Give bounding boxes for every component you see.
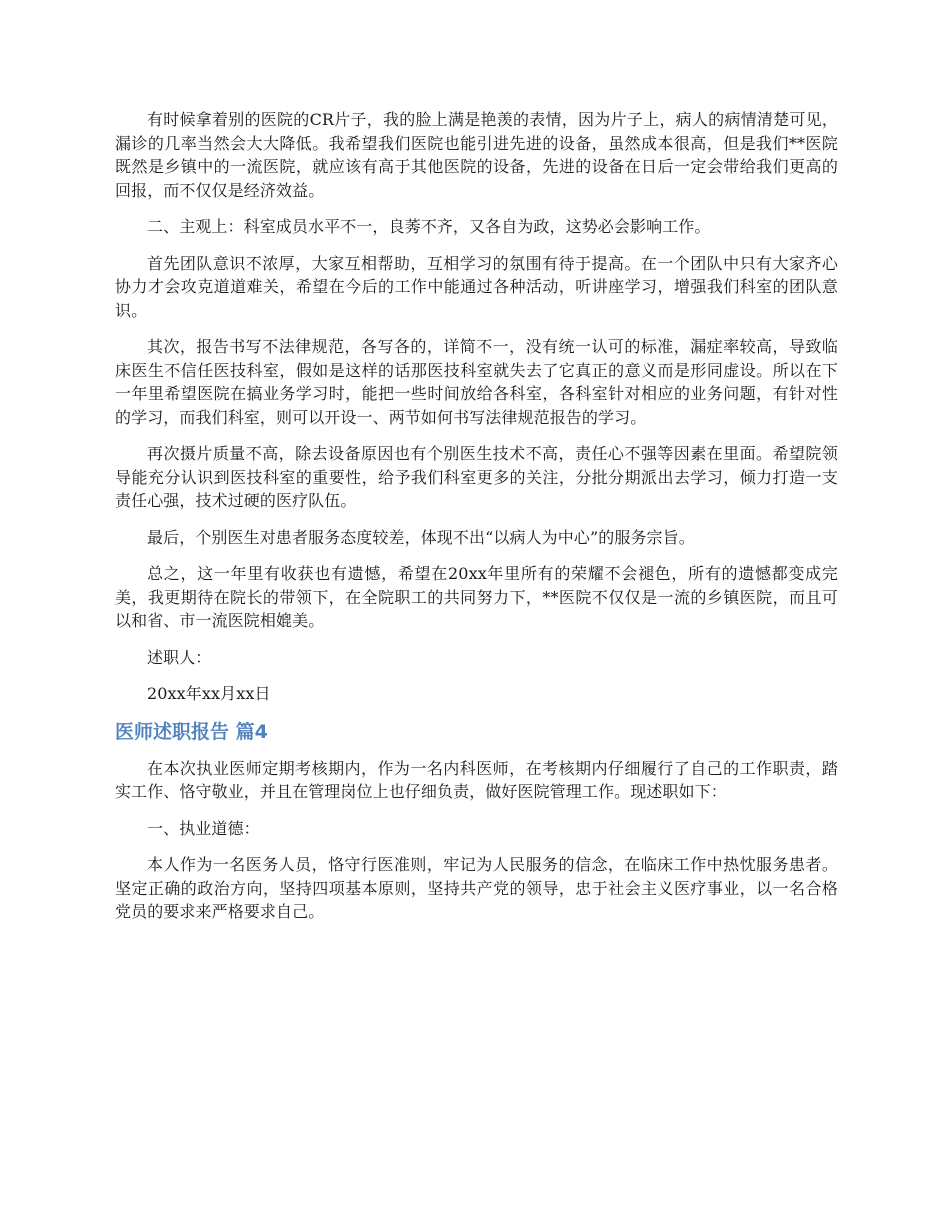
report-date: 20xx年xx月xx日 xyxy=(147,684,271,703)
reporter-label: 述职人： xyxy=(147,647,212,667)
paragraph-conclusion: 总之，这一年里有收获也有遗憾，希望在20xx年里所有的荣耀不会褪色，所有的遗憾都变成完美，我更期待在院长的带领下，在全院职工的共同努力下，**医院不仅仅是一流的乡镇医院，而且可以和省、市一流医院相媲美。 xyxy=(115,564,838,630)
document-page xyxy=(115,108,838,937)
paragraph-cr-film: 有时候拿着别的医院的CR片子，我的脸上满是艳羡的表情，因为片子上，病人的病情清楚可见，漏诊的几率当然会大大降低。我希望我们医院也能引进先进的设备，虽然成本很高，但是我们**医院既然是乡镇中的一流医院，就应该有高于其他医院的设备，先进的设备在日后一定会带给我们更高的回报，而不仅仅是经济效益。 xyxy=(115,110,838,200)
paragraph-film-quality: 再次摄片质量不高，除去设备原因也有个别医生技术不高，责任心不强等因素在里面。希望院领导能充分认识到医技科室的重要性，给予我们科室更多的关注，分批分期派出去学习，倾力打造一支责任心强，技术过硬的医疗队伍。 xyxy=(115,444,838,510)
paragraph-intro: 在本次执业医师定期考核期内，作为一名内科医师，在考核期内仔细履行了自己的工作职责，踏实工作、恪守敬业，并且在管理岗位上也仔细负责，做好医院管理工作。现述职如下： xyxy=(115,758,838,801)
paragraph-ethics-heading: 一、执业道德： xyxy=(147,818,260,838)
paragraph-service-attitude: 最后，个别医生对患者服务态度较差，体现不出“以病人为中心”的服务宗旨。 xyxy=(147,527,695,547)
paragraph-team-awareness: 首先团队意识不浓厚，大家互相帮助，互相学习的氛围有待于提高。在一个团队中只有大家齐心协力才会攻克道道难关，希望在今后的工作中能通过各种活动，听讲座学习，增强我们科室的团队意识。 xyxy=(115,253,838,320)
section-heading: 医师述职报告 篇4 xyxy=(115,720,268,743)
paragraph-report-writing: 其次，报告书写不法律规范，各写各的，详简不一，没有统一认可的标准，漏症率较高，导致临床医生不信任医技科室，假如是这样的话那医技科室就失去了它真正的意义而是形同虚设。所以在下一年里希望医院在搞业务学习时，能把一些时间放给各科室，各科室针对相应的业务问题，有针对性的学习，而我们科室，则可以开设一、两节如何书写法律规范报告的学习。 xyxy=(115,337,838,427)
paragraph-ethics-body: 本人作为一名医务人员，恪守行医准则，牢记为人民服务的信念，在临床工作中热忱服务患者。坚定正确的政治方向，坚持四项基本原则，坚持共产党的领导，忠于社会主义医疗事业，以一名合格党员的要求来严格要求自己。 xyxy=(115,855,838,921)
paragraph-subjective-issues: 二、主观上：科室成员水平不一，良莠不齐，又各自为政，这势必会影响工作。 xyxy=(147,217,711,236)
